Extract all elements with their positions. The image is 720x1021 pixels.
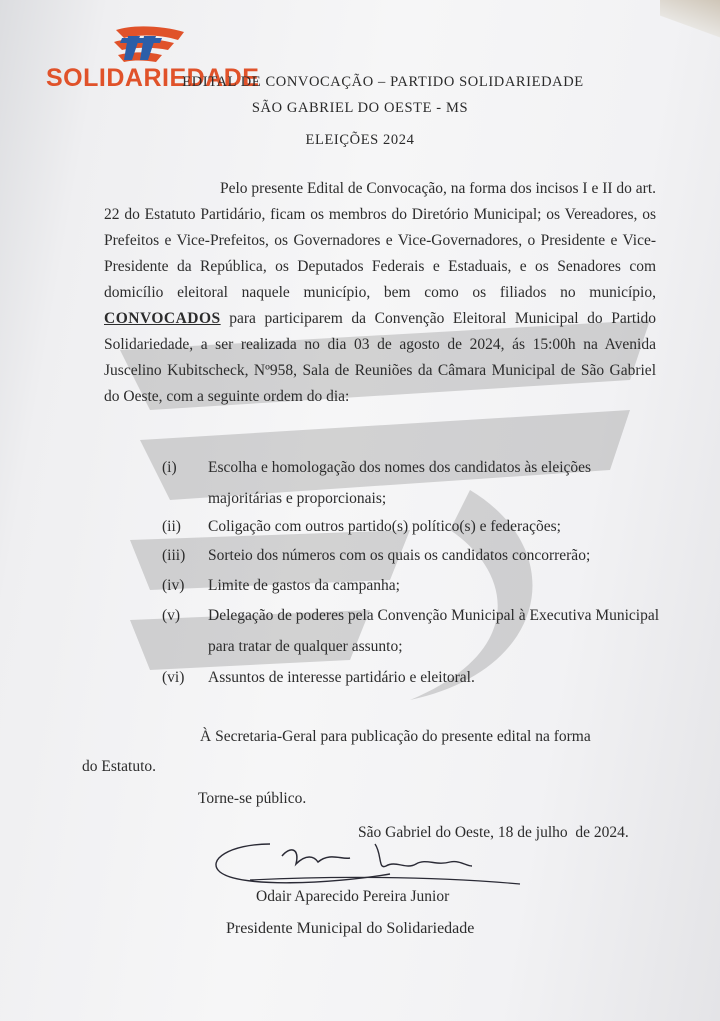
document-subtitle-elections: ELEIÇÕES 2024 xyxy=(305,132,415,148)
party-logo-icon xyxy=(44,22,194,68)
signatory-role: Presidente Municipal do Solidariedade xyxy=(226,920,475,937)
brand-name: SOLIDARIEDADE xyxy=(46,64,260,92)
agenda-item-text: Limite de gastos da campanha; xyxy=(208,577,400,594)
page-corner-fold xyxy=(660,0,720,40)
publish-statement: Torne-se público. xyxy=(198,790,307,807)
agenda-item-number: (iii) xyxy=(162,547,186,564)
agenda-item-text: Delegação de poderes pela Convenção Municipal à Executiva Municipal para tratar de qualquer assunto; xyxy=(208,607,660,655)
agenda-item-number: (v) xyxy=(162,607,181,624)
intro-text: Pelo presente Edital de Convocação, na forma dos incisos I e II do art. 22 do Estatuto Partidário, ficam os membros do Diretório Municipal; os Vereadores, os Prefeitos e Vice-Prefeitos, os Governadores e Vice-Governadores, o Presidente e Vice-Presidente da República, os Deputados Federais e Estaduais, e os Senadores com domicílio eleitoral naquele município, bem como os filiados no município, xyxy=(104,180,657,301)
agenda-item-number: (ii) xyxy=(162,518,181,535)
agenda-item-text: Escolha e homologação dos nomes dos candidatos às eleições majoritárias e proporcionais; xyxy=(208,459,592,507)
convocados-emphasis: CONVOCADOS xyxy=(104,310,221,327)
agenda-item-text: Coligação com outros partido(s) político(s) e federações; xyxy=(208,518,561,535)
agenda-item-number: (iv) xyxy=(162,577,185,594)
agenda-item-text: Assuntos de interesse partidário e eleitoral. xyxy=(208,669,475,686)
document-subtitle-city: SÃO GABRIEL DO OESTE - MS xyxy=(251,100,469,116)
convocation-paragraph xyxy=(104,176,656,410)
document-title: EDITAL DE CONVOCAÇÃO – PARTIDO SOLIDARIEDADE xyxy=(182,74,584,90)
agenda-item-number: (vi) xyxy=(162,669,185,686)
handwritten-signature-icon xyxy=(210,826,530,896)
secretaria-text: À Secretaria-Geral para publicação do presente edital na forma xyxy=(200,728,591,745)
secretaria-text-continued: do Estatuto. xyxy=(82,758,157,775)
intro-text-continued: para participarem da Convenção Eleitoral Municipal do Partido Solidariedade, a ser realizada no dia 03 de agosto de 2024, ás 15:00h na Avenida Juscelino Kubitscheck, Nº958, Sala de Reuniões da Câmara Municipal de São Gabriel do Oeste, com a seguinte ordem do dia: xyxy=(104,310,657,405)
agenda-item-text: Sorteio dos números com os quais os candidatos concorrerão; xyxy=(208,547,591,564)
place-and-date: São Gabriel do Oeste, 18 de julho de 2024. xyxy=(358,824,629,841)
agenda-item-number: (i) xyxy=(162,459,177,476)
signatory-name: Odair Aparecido Pereira Junior xyxy=(256,888,450,905)
